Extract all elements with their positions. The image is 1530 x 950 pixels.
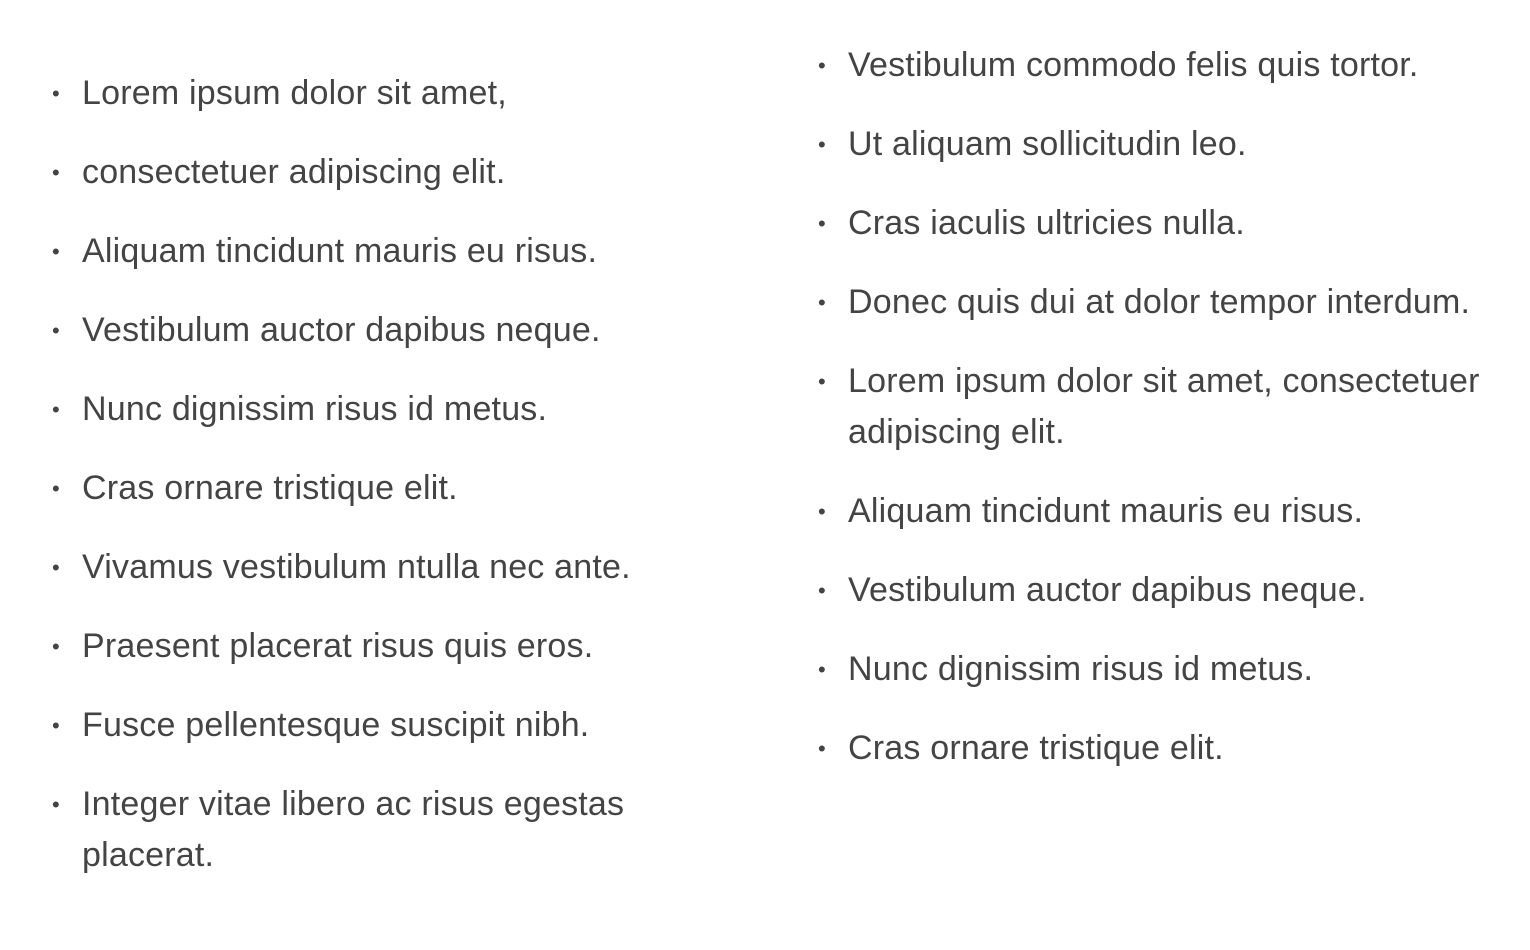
list-item [766,356,1526,458]
list-item [0,68,760,119]
bullet-icon: • [818,578,826,603]
list-item [766,486,1526,537]
list-item [0,779,760,881]
bullet-icon: • [52,160,60,185]
list-item [0,147,760,198]
list-item [766,40,1526,91]
list-item-text: Ut aliquam sollicitudin leo. [848,125,1247,163]
list-item-text: Lorem ipsum dolor sit amet, consectetuer adipiscing elit. [848,362,1480,451]
bullet-list-right [766,0,1526,802]
list-item [766,119,1526,170]
list-item-text: Praesent placerat risus quis eros. [82,627,594,665]
bullet-icon: • [818,132,826,157]
bullet-icon: • [818,290,826,315]
bullet-icon: • [818,369,826,394]
bullet-icon: • [52,239,60,264]
list-item [766,277,1526,328]
bullet-icon: • [52,555,60,580]
list-item [0,305,760,356]
list-item [0,226,760,277]
bullet-list-left [0,0,760,909]
list-item [0,700,760,751]
list-item-text: Fusce pellentesque suscipit nibh. [82,706,590,744]
list-item-text: Nunc dignissim risus id metus. [848,650,1314,688]
list-item-text: Vivamus vestibulum ntulla nec ante. [82,548,631,586]
list-item-text: Cras iaculis ultricies nulla. [848,204,1245,242]
list-item-text: Vestibulum auctor dapibus neque. [848,571,1367,609]
list-item [0,621,760,672]
bullet-icon: • [818,53,826,78]
list-item-text: Aliquam tincidunt mauris eu risus. [848,492,1364,530]
list-item [766,565,1526,616]
bullet-icon: • [818,211,826,236]
list-item [766,644,1526,695]
list-item-text: Donec quis dui at dolor tempor interdum. [848,283,1471,321]
list-item-text: Vestibulum auctor dapibus neque. [82,311,601,349]
list-item-text: Vestibulum commodo felis quis tortor. [848,46,1419,84]
list-item-text: Aliquam tincidunt mauris eu risus. [82,232,598,270]
bullet-icon: • [52,318,60,343]
list-item-text: Nunc dignissim risus id metus. [82,390,548,428]
bullet-icon: • [818,657,826,682]
bullet-icon: • [52,397,60,422]
list-item-text: Lorem ipsum dolor sit amet, [82,74,507,112]
list-item [0,463,760,514]
list-item-text: Integer vitae libero ac risus egestas placerat. [82,785,625,874]
bullet-icon: • [818,736,826,761]
bullet-icon: • [52,792,60,817]
bullet-icon: • [52,713,60,738]
list-item [766,198,1526,249]
list-item [766,723,1526,774]
bullet-icon: • [52,81,60,106]
list-item-text: Cras ornare tristique elit. [82,469,458,507]
list-item-text: consectetuer adipiscing elit. [82,153,506,191]
bullet-icon: • [52,634,60,659]
list-item [0,542,760,593]
list-item [0,384,760,435]
bullet-icon: • [52,476,60,501]
bullet-icon: • [818,499,826,524]
list-item-text: Cras ornare tristique elit. [848,729,1224,767]
